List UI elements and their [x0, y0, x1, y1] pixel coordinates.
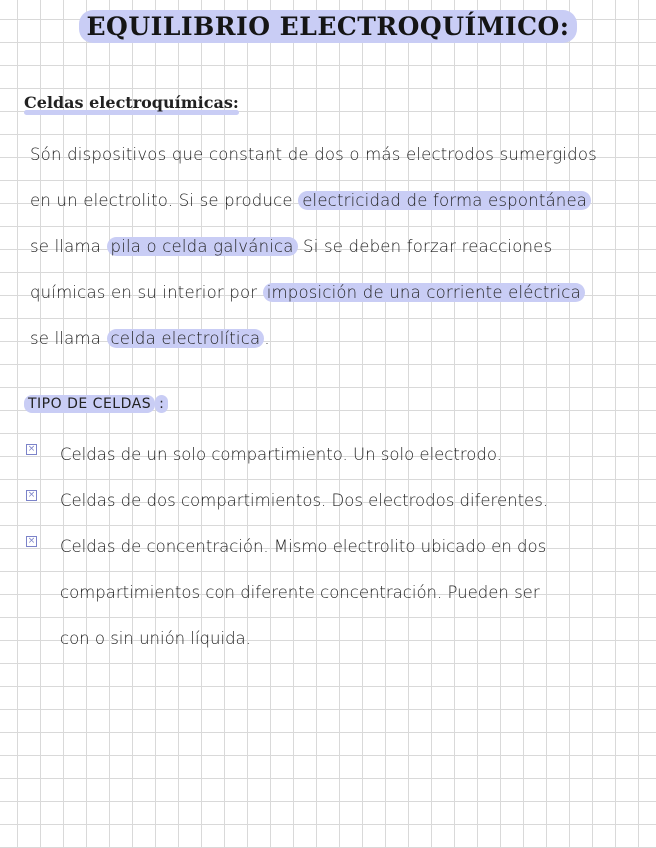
paragraph-line-5: [30, 316, 645, 362]
definition-paragraph: [30, 132, 645, 362]
highlight-spontaneous: electricidad de forma espontánea: [298, 191, 591, 210]
section-title: TIPO DE CELDAS: [24, 395, 155, 413]
paragraph-text: en un electrolito. Si se produce: [30, 191, 293, 210]
highlight-electrolytic: celda electrolítica: [107, 329, 265, 348]
paragraph-text: Si se deben forzar reacciones: [303, 237, 553, 256]
bullet-line: compartimientos con diferente concentración. Pueden ser: [60, 583, 540, 602]
checkbox-icon: ×: [27, 490, 36, 500]
paragraph-line-4: [30, 270, 645, 316]
highlight-galvanic: pila o celda galvánica: [107, 237, 298, 256]
bullet-line: Celdas de un solo compartimiento. Un solo electrodo.: [60, 445, 502, 464]
paragraph-text: se llama: [30, 237, 102, 256]
section-colon: :: [155, 395, 168, 413]
bullet-line: Celdas de dos compartimientos. Dos electrodos diferentes.: [60, 491, 549, 510]
highlight-imposition: imposición de una corriente eléctrica: [263, 283, 585, 302]
paragraph-text: Són dispositivos que constant de dos o más electrodos sumergidos: [30, 145, 597, 164]
checkbox-icon: ×: [27, 536, 36, 546]
subtitle-text: Celdas electroquímicas:: [24, 93, 239, 112]
bullet-text: [60, 524, 546, 662]
section-subtitle: [24, 93, 239, 115]
paragraph-period: .: [264, 329, 270, 348]
cell-types-heading: [24, 396, 168, 412]
bullet-text: [60, 432, 502, 478]
bullet-line: Celdas de concentración. Mismo electrolito ubicado en dos: [60, 537, 547, 556]
paragraph-text: se llama: [30, 329, 102, 348]
bullet-text: [60, 478, 548, 524]
paragraph-line-2: [30, 178, 645, 224]
page-title: EQUILIBRIO ELECTROQUÍMICO:: [79, 10, 578, 43]
page-title-wrap: [0, 12, 656, 41]
paragraph-line-3: [30, 224, 645, 270]
bullet-line: con o sin unión líquida.: [60, 629, 251, 648]
paragraph-line-1: [30, 132, 645, 178]
checkbox-icon: ×: [27, 444, 36, 454]
paragraph-text: químicas en su interior por: [30, 283, 258, 302]
